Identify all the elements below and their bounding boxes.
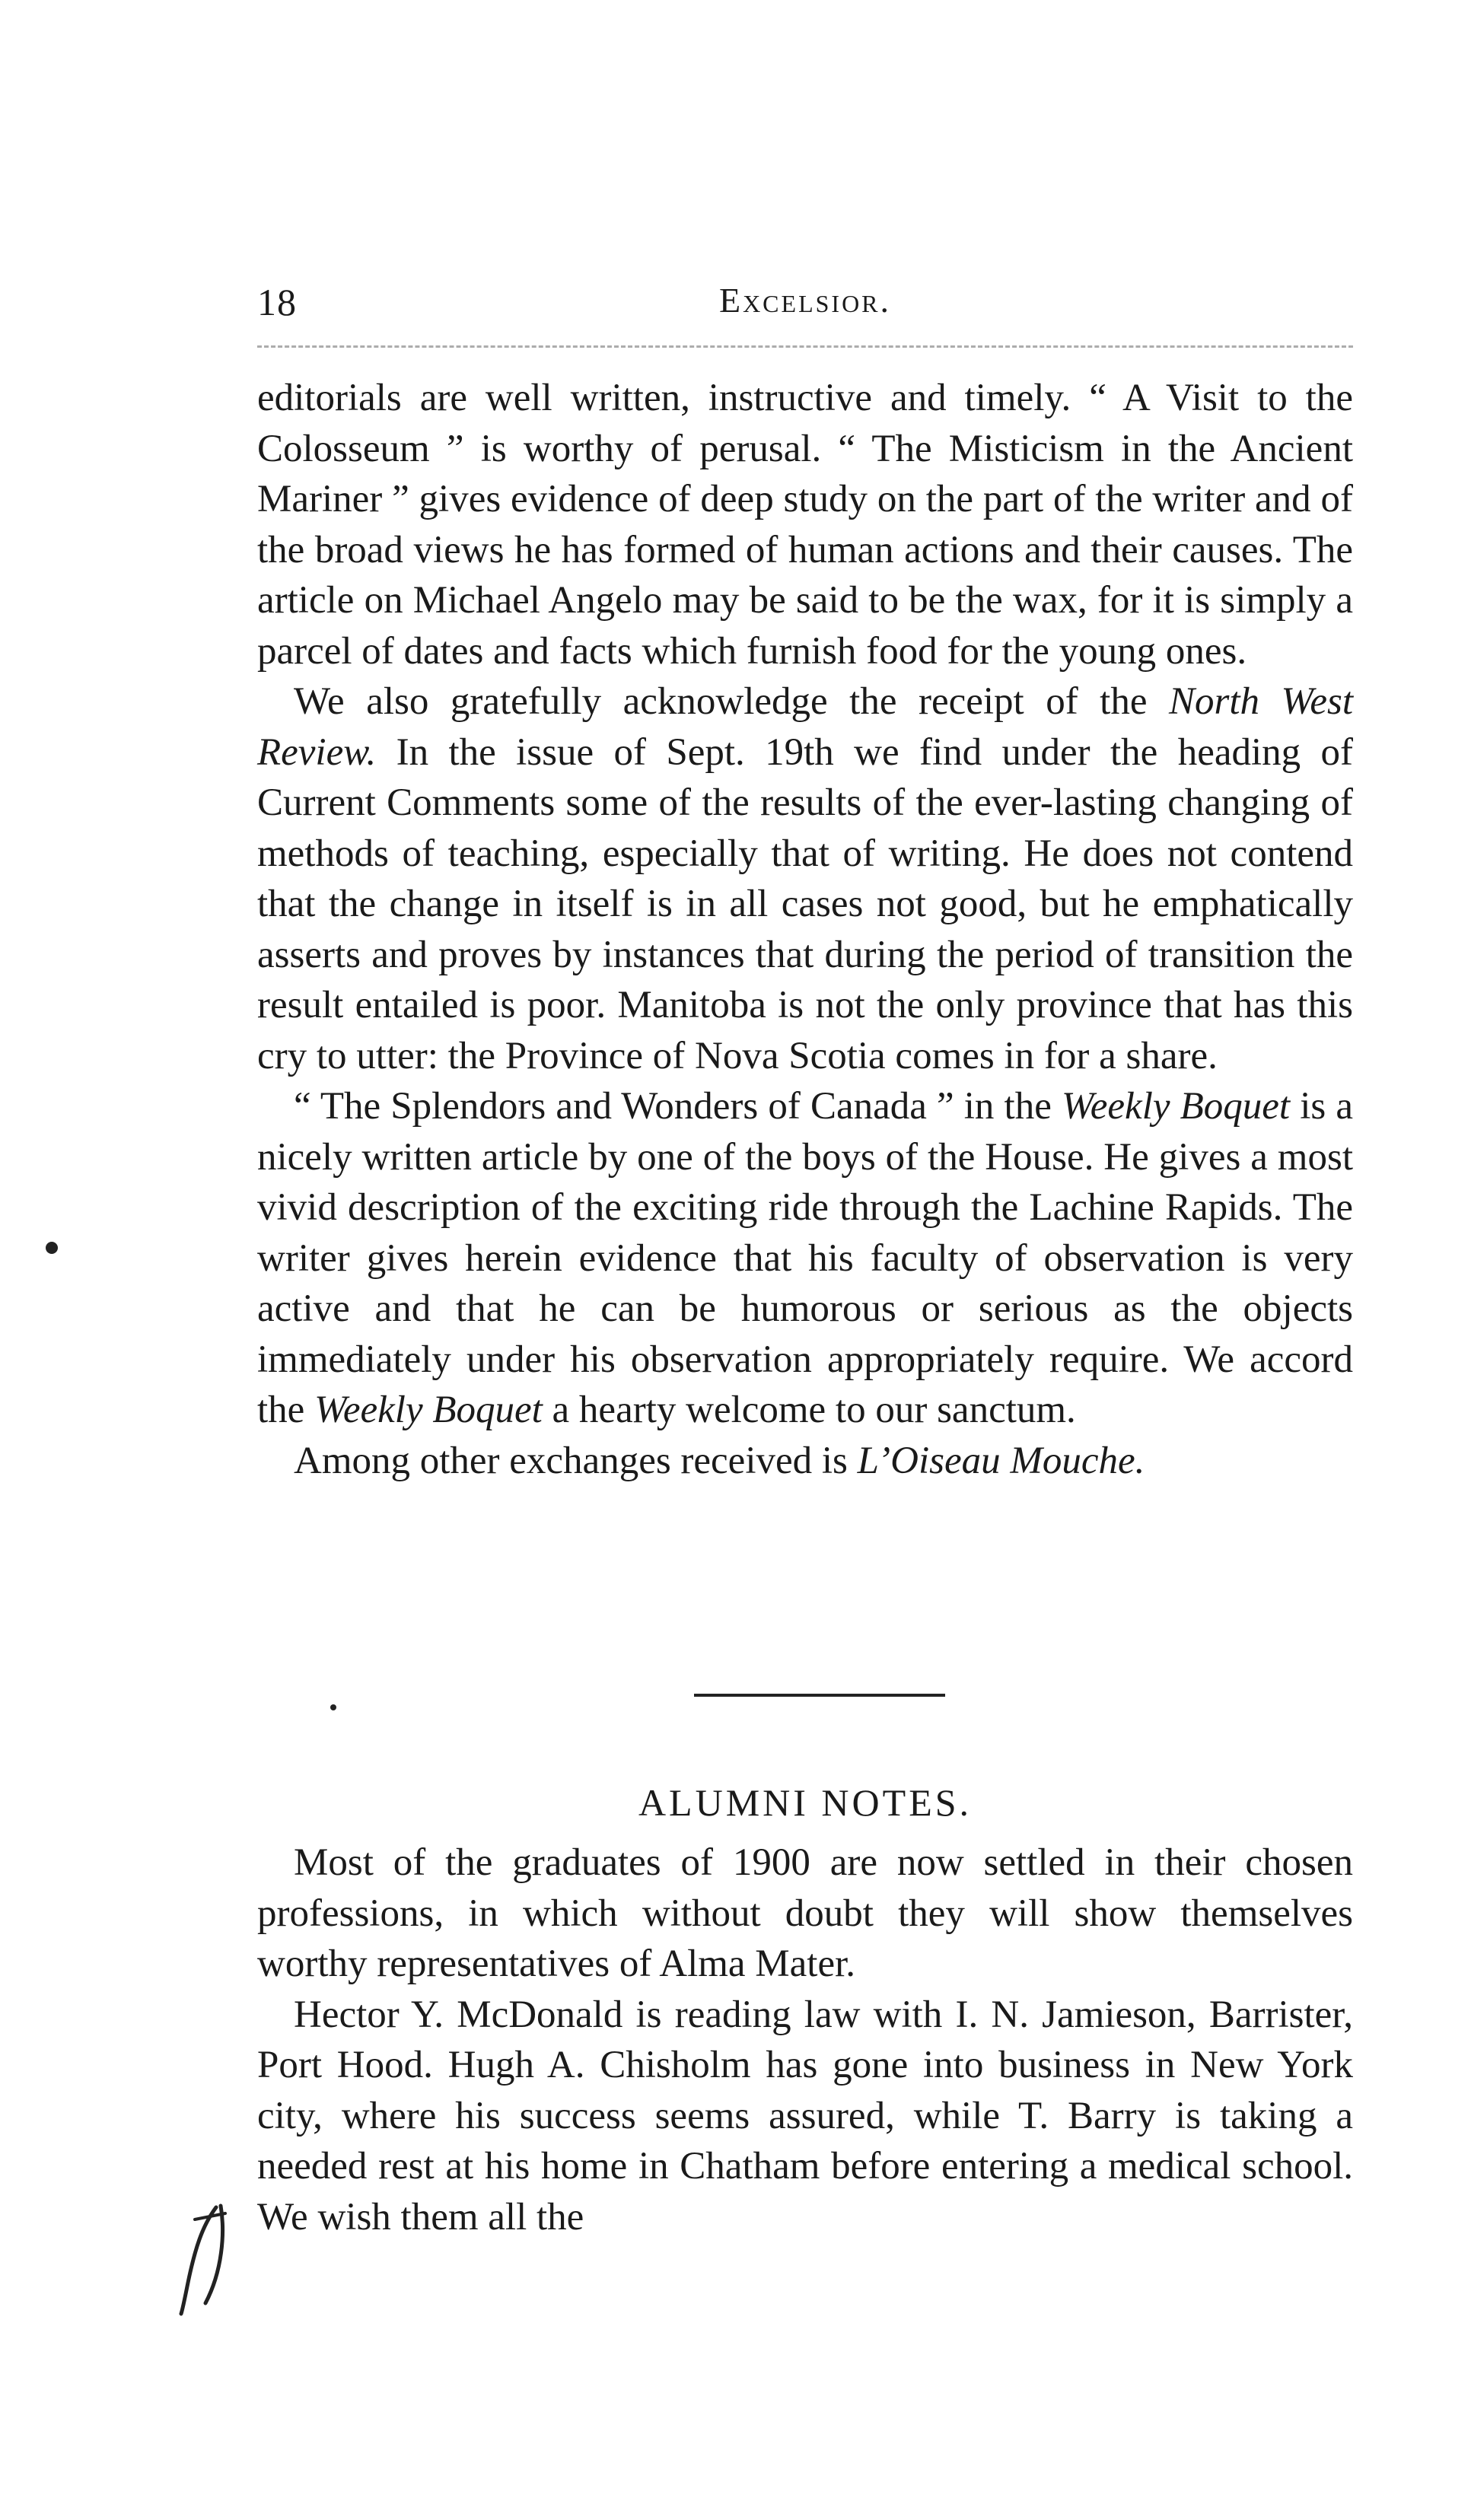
paragraph-text: Among other exchanges received is xyxy=(294,1439,858,1482)
italic-title: Weekly Boquet xyxy=(1061,1085,1291,1128)
running-head: Excelsior. xyxy=(718,281,892,320)
exchanges-paragraph xyxy=(257,676,1353,1081)
alumni-paragraph: Most of the graduates of 1900 are now settled in their chosen professions, in which without doubt they will show themselves worthy representatives of Alma Mater. xyxy=(257,1841,1353,1985)
italic-title: L’Oiseau Mouche. xyxy=(857,1439,1145,1482)
handwritten-margin-mark xyxy=(172,2203,240,2317)
alumni-paragraph: Hector Y. McDonald is reading law with I. N. Jamieson, Barrister, Port Hood. Hugh A. Chisholm has gone into business in New York city, where his success seems assured, while T. Barry is taking a needed rest at his home in Chatham before entering a medical school. We wish them all the xyxy=(257,1993,1353,2238)
paragraph-text: a hearty welcome to our sanctum. xyxy=(542,1389,1076,1431)
paragraph-text: is a nicely written article by one of the boys of the House. He gives a most vivid description of the exciting ride through the Lachine Rapids. The writer gives herein evidence that his faculty of observation is very active and that he can be humorous or serious as the objects immediately under his observation appropriately require. We accord the xyxy=(257,1085,1353,1431)
italic-title: Weekly Boquet xyxy=(314,1389,543,1431)
paragraph-text: “ The Splendors and Wonders of Canada ” in the xyxy=(294,1085,1062,1128)
exchanges-paragraph xyxy=(257,373,1353,676)
exchanges-paragraph xyxy=(257,1436,1353,1487)
paragraph-text: We also gratefully acknowledge the receipt of the xyxy=(294,680,1169,723)
print-speck xyxy=(330,1704,336,1710)
paragraph-text: In the issue of Sept. 19th we find under the heading of Current Comments some of the results of the ever-lasting changing of methods of teaching, especially that of writing. He does not contend that the change in itself is in all cases not good, but he emphatically asserts and proves by instances that during the period of transition the result entailed is poor. Manitoba is not the only province that has this cry to utter: the Province of Nova Scotia comes in for a share. xyxy=(257,730,1353,1077)
exchanges-section xyxy=(257,373,1353,1486)
header-rule xyxy=(257,345,1353,348)
paragraph-text: editorials are well written, instructive and timely. “ A Visit to the Colosseum ” is worthy of perusal. “ The Misticism in the Ancient Mariner ” gives evidence of deep study on the part of the writer and of the broad views he has formed of human actions and their causes. The article on Michael Angelo may be said to be the wax, for it is simply a parcel of dates and facts which furnish food for the young ones. xyxy=(257,377,1353,673)
page-number: 18 xyxy=(257,281,297,323)
section-divider xyxy=(694,1694,945,1697)
print-speck xyxy=(46,1242,58,1254)
alumni-notes-section xyxy=(257,1838,1353,2242)
page-header xyxy=(257,280,1353,333)
exchanges-paragraph xyxy=(257,1081,1353,1436)
italic-title: North West Review. xyxy=(257,680,1353,774)
alumni-notes-heading: ALUMNI NOTES. xyxy=(638,1781,973,1824)
